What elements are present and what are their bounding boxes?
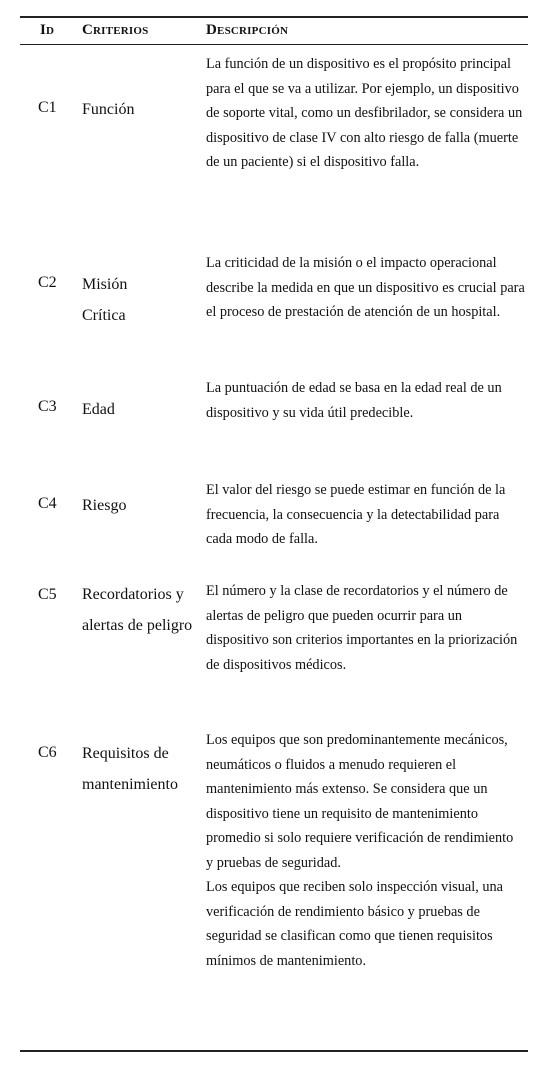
table-bottom-rule [20, 1050, 528, 1052]
row-descripcion [206, 728, 522, 973]
row-id: C3 [38, 398, 57, 415]
table-top-rule [20, 16, 528, 18]
row-criterio: Riesgo [82, 497, 127, 514]
header-rule [20, 44, 528, 45]
row-criterio: Requisitos de mantenimiento [82, 745, 178, 793]
row-id: C2 [38, 274, 57, 291]
descripcion-paragraph: Los equipos que son predominantemente mecánicos, neumáticos o fluidos a menudo requieren el mantenimiento más extenso. Se considera que un dispositivo tiene un requisito de mantenimiento promedio si solo requiere verificación de rendimiento y pruebas de seguridad. [206, 732, 514, 871]
descripcion-paragraph: La función de un dispositivo es el propósito principal para el que se va a utilizar. Por ejemplo, un dispositivo de soporte vital, como un desfibrilador, se considera un dispositivo de clase IV con alto riesgo de falla (muerte de un paciente) si el dispositivo falla. [206, 56, 523, 170]
descripcion-paragraph: El número y la clase de recordatorios y el número de alertas de peligro que pueden ocurrir para un dispositivo son criterios importantes en la priorización de dispositivos médicos. [206, 583, 518, 673]
row-criterio: Edad [82, 401, 115, 418]
row-id: C5 [38, 586, 57, 603]
row-descripcion [206, 52, 526, 175]
row-descripcion [206, 478, 526, 552]
descripcion-paragraph: La puntuación de edad se basa en la edad real de un dispositivo y su vida útil predecible. [206, 380, 502, 421]
row-criterio: Recordatorios y alertas de peligro [82, 586, 193, 634]
descripcion-paragraph: Los equipos que reciben solo inspección visual, una verificación de rendimiento básico y pruebas de seguridad se clasifican como que tienen requisitos mínimos de mantenimiento. [206, 879, 503, 969]
row-id: C1 [38, 99, 57, 116]
row-criterio: Misión Crítica [82, 276, 128, 324]
header-criterios: Criterios [82, 22, 149, 38]
header-id: Id [40, 22, 55, 38]
descripcion-paragraph: El valor del riesgo se puede estimar en función de la frecuencia, la consecuencia y la detectabilidad para cada modo de falla. [206, 482, 506, 547]
row-descripcion [206, 579, 526, 677]
header-descripcion: Descripción [206, 22, 289, 38]
row-descripcion [206, 251, 526, 325]
row-descripcion [206, 376, 526, 425]
row-id: C6 [38, 744, 57, 761]
row-criterio: Función [82, 101, 135, 118]
row-id: C4 [38, 495, 57, 512]
descripcion-paragraph: La criticidad de la misión o el impacto operacional describe la medida en que un dispositivo es crucial para el proceso de prestación de atención de un hospital. [206, 255, 525, 320]
